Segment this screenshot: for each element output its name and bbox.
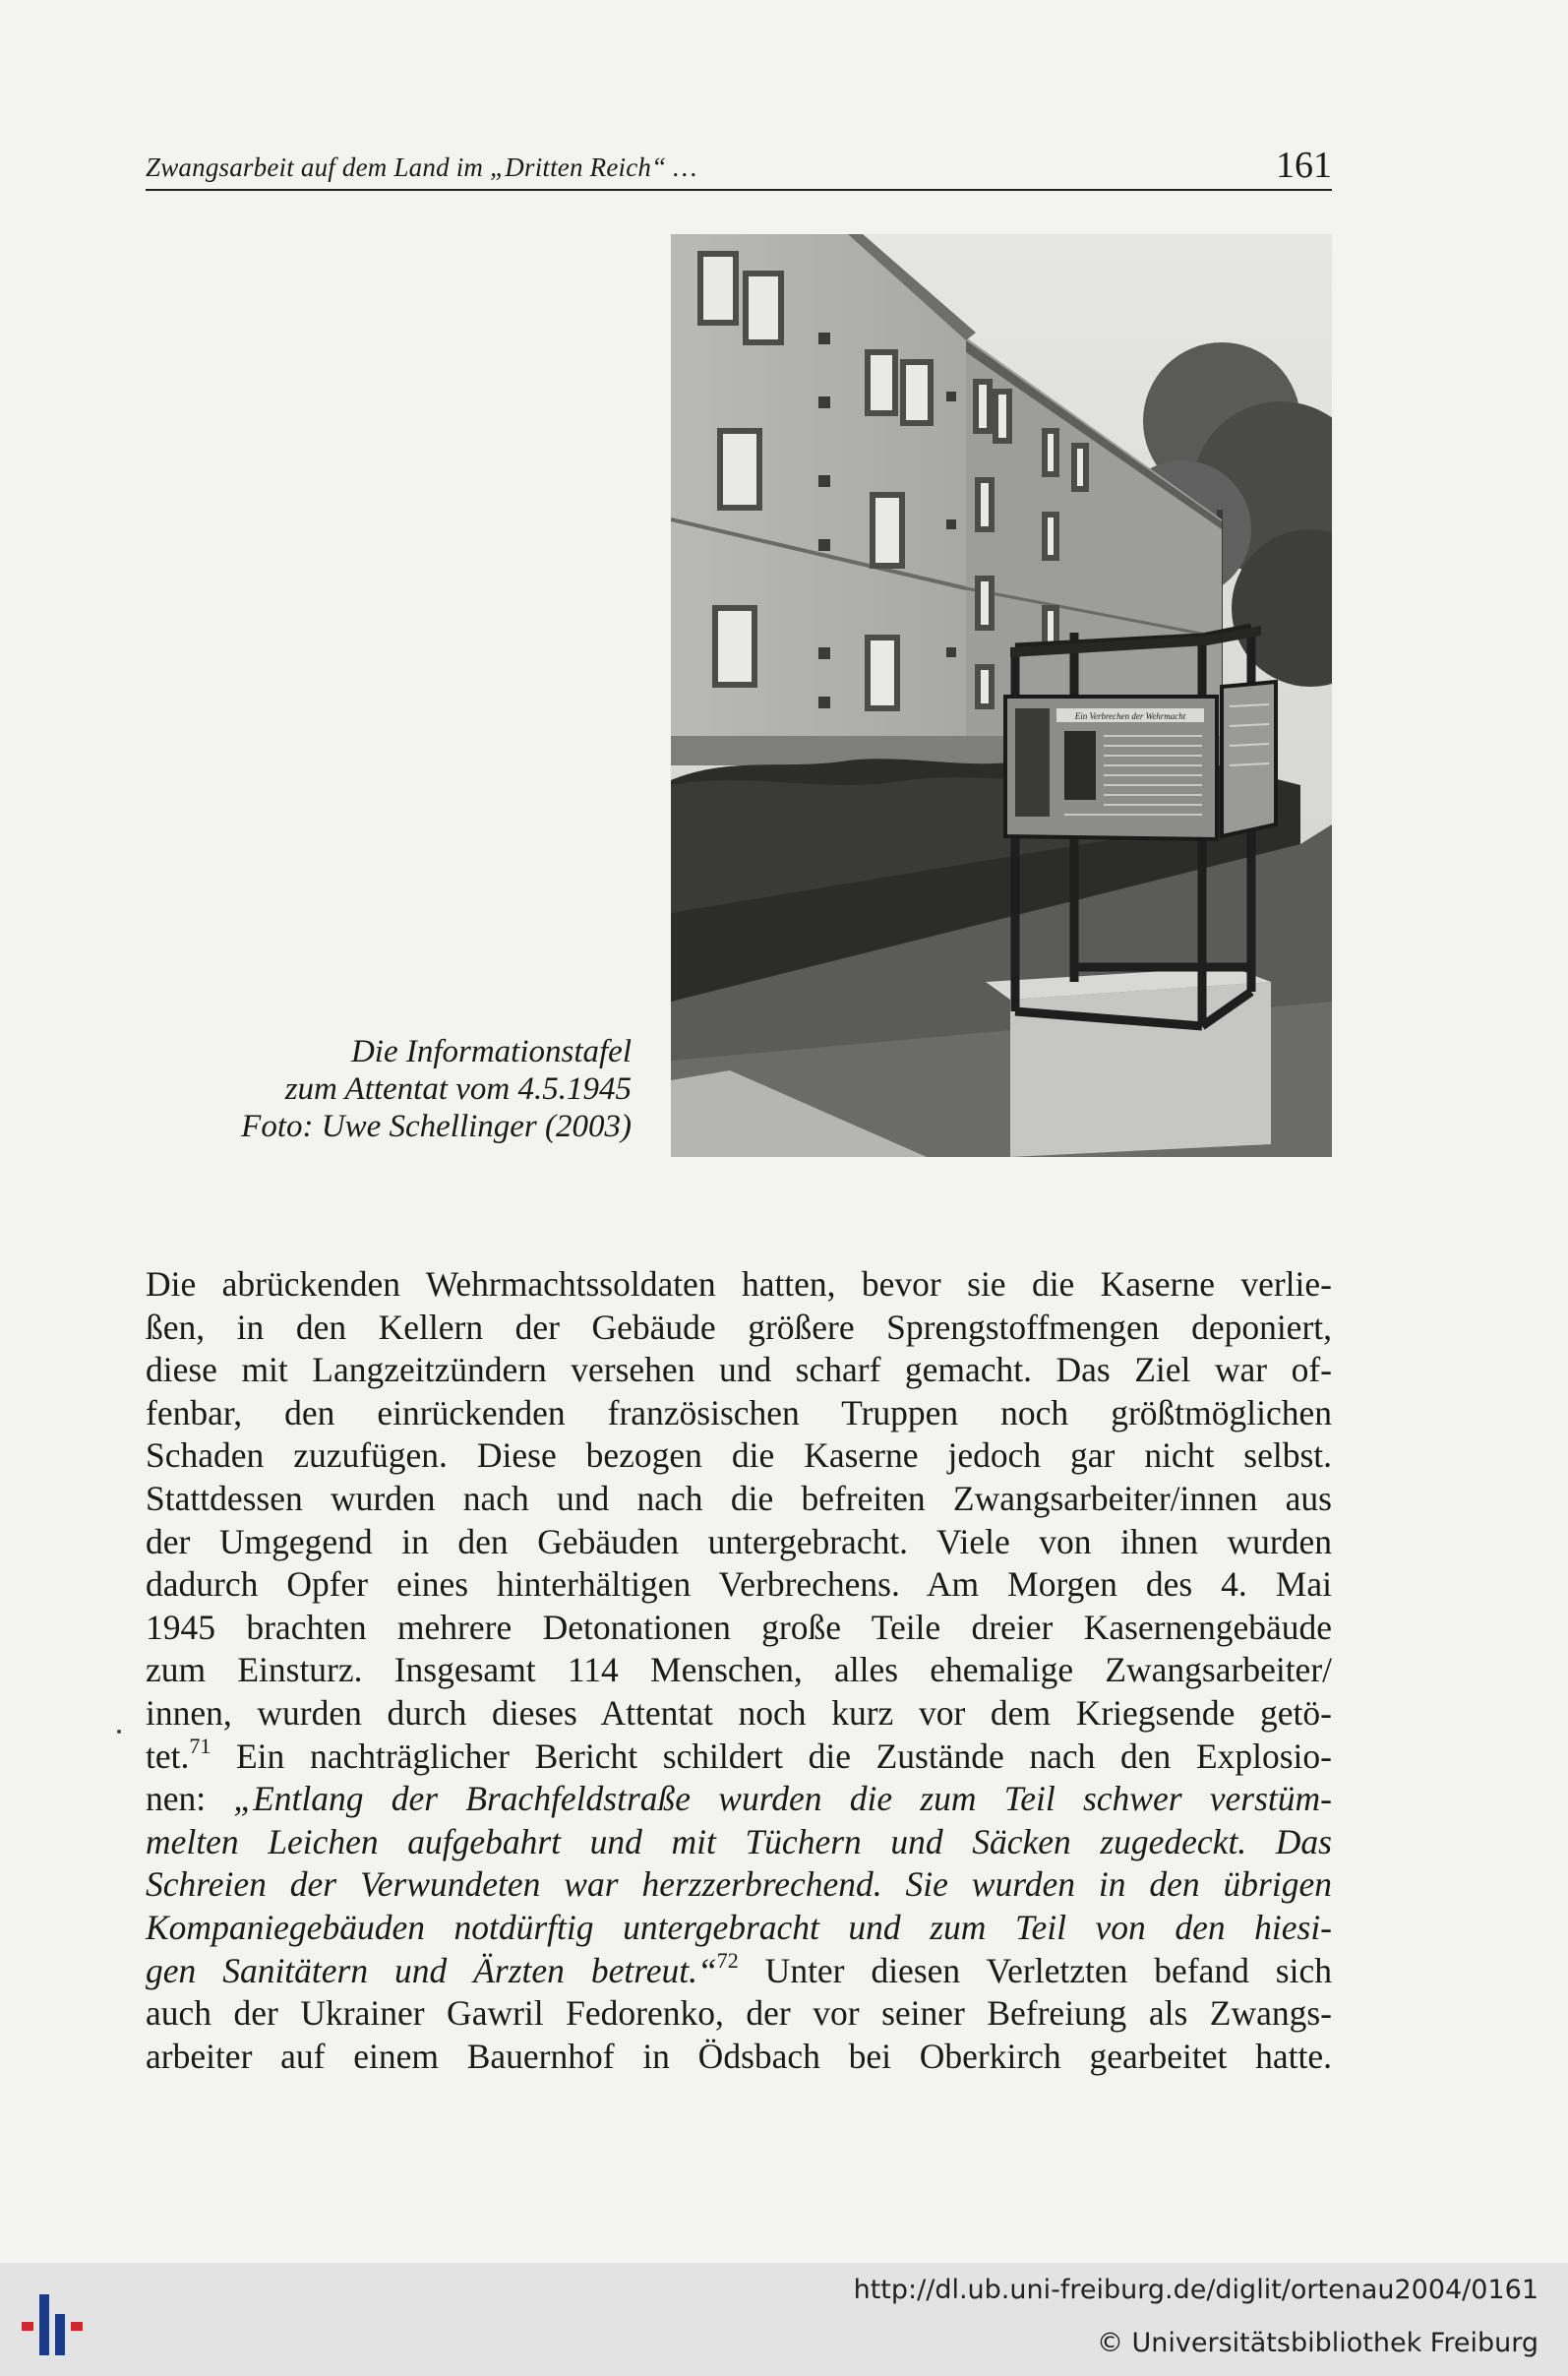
text-line (146, 1434, 1332, 1478)
text-line (146, 1307, 1332, 1350)
text-line (146, 1263, 1332, 1307)
copyright-notice: © Universitätsbibliothek Freiburg (1096, 2328, 1538, 2358)
text-run: diese mit Langzeitzündern versehen und scharf gemacht. Das Ziel war of- (146, 1350, 1332, 1390)
text-line (146, 1907, 1332, 1950)
margin-mark (117, 1730, 121, 1734)
text-run: nen: (146, 1779, 234, 1819)
text-line (146, 1649, 1332, 1692)
digitization-footer (0, 2263, 1568, 2376)
quoted-text: melten Leichen aufgebahrt und mit Tüchern und Säcken zugedeckt. Das (146, 1821, 1332, 1861)
text-line (146, 1607, 1332, 1650)
text-line (146, 1821, 1332, 1864)
text-run: der Umgegend in den Gebäuden untergebracht. Viele von ihnen wurden (146, 1521, 1332, 1561)
text-run: dadurch Opfer eines hinterhältigen Verbrechens. Am Morgen des 4. Mai (146, 1564, 1332, 1605)
quoted-text: Kompaniegebäuden notdürftig untergebracht und zum Teil von den hiesi- (146, 1907, 1332, 1947)
figure-caption (157, 1033, 632, 1145)
page-number: 161 (1276, 145, 1332, 186)
text-line (146, 1692, 1332, 1736)
text-run: tet. (146, 1736, 190, 1776)
caption-line: zum Attentat vom 4.5.1945 (284, 1071, 632, 1107)
text-run: Stattdessen wurden nach und nach die befreiten Zwangsarbeiter/innen aus (146, 1478, 1332, 1518)
text-line (146, 1563, 1332, 1607)
text-run: Die abrückenden Wehrmachtssoldaten hatten, bevor sie die Kaserne verlie- (146, 1264, 1332, 1304)
text-run: Schaden zuzufügen. Diese bezogen die Kaserne jedoch gar nicht selbst. (146, 1435, 1332, 1476)
text-run: arbeiter auf einem Bauernhof in Ödsbach bei Oberkirch gearbeitet hatte. (146, 2036, 1332, 2076)
text-line (146, 1863, 1332, 1907)
text-line (146, 1349, 1332, 1392)
text-run: zum Einsturz. Insgesamt 114 Menschen, alles ehemalige Zwangsarbeiter/ (146, 1650, 1332, 1690)
text-line (146, 1392, 1332, 1435)
text-run: Unter diesen Verletzten befand sich (738, 1950, 1332, 1990)
quoted-text: „Entlang der Brachfeldstraße wurden die zum Teil schwer verstüm- (233, 1779, 1332, 1819)
text-line (146, 1478, 1332, 1521)
text-line (146, 1947, 1332, 1993)
text-run: 1945 brachten mehrere Detonationen große Teile dreier Kasernengebäude (146, 1607, 1332, 1647)
text-line (146, 1733, 1332, 1779)
quoted-text: Schreien der Verwundeten war herzzerbrechend. Sie wurden in den übrigen (146, 1864, 1332, 1905)
text-run: auch der Ukrainer Gawril Fedorenko, der vor seiner Befreiung als Zwangs- (146, 1993, 1332, 2034)
text-run: innen, wurden durch dieses Attentat noch kurz vor dem Kriegsende getö- (146, 1692, 1332, 1733)
text-line (146, 1992, 1332, 2036)
body-paragraph (146, 1263, 1332, 2078)
caption-line: Die Informationstafel (350, 1034, 632, 1069)
text-line (146, 1521, 1332, 1564)
text-run: fenbar, den einrückenden französischen Truppen noch größtmöglichen (146, 1392, 1332, 1432)
caption-line: Foto: Uwe Schellinger (2003) (241, 1109, 632, 1144)
source-url-link[interactable]: http://dl.ub.uni-freiburg.de/diglit/ortenau2004/0161 (853, 2275, 1538, 2305)
photo-information-board (671, 234, 1332, 1157)
board-sign-text: Ein Verbrechen der Wehrmacht (1074, 711, 1186, 721)
footnote-reference[interactable]: 71 (189, 1733, 211, 1758)
text-line (146, 1778, 1332, 1821)
running-head (146, 146, 1332, 191)
running-title: Zwangsarbeit auf dem Land im „Dritten Reich“ … (146, 152, 697, 182)
text-line (146, 2036, 1332, 2079)
barracks-photo (671, 234, 1332, 1157)
quoted-text: gen Sanitätern und Ärzten betreut.“ (146, 1950, 717, 1990)
text-run: ßen, in den Kellern der Gebäude größere Sprengstoffmengen deponiert, (146, 1307, 1332, 1347)
ub-freiburg-logo-icon (20, 2285, 98, 2363)
footnote-reference[interactable]: 72 (716, 1947, 739, 1973)
text-run: Ein nachträglicher Bericht schildert die Zustände nach den Explosio- (211, 1736, 1332, 1776)
